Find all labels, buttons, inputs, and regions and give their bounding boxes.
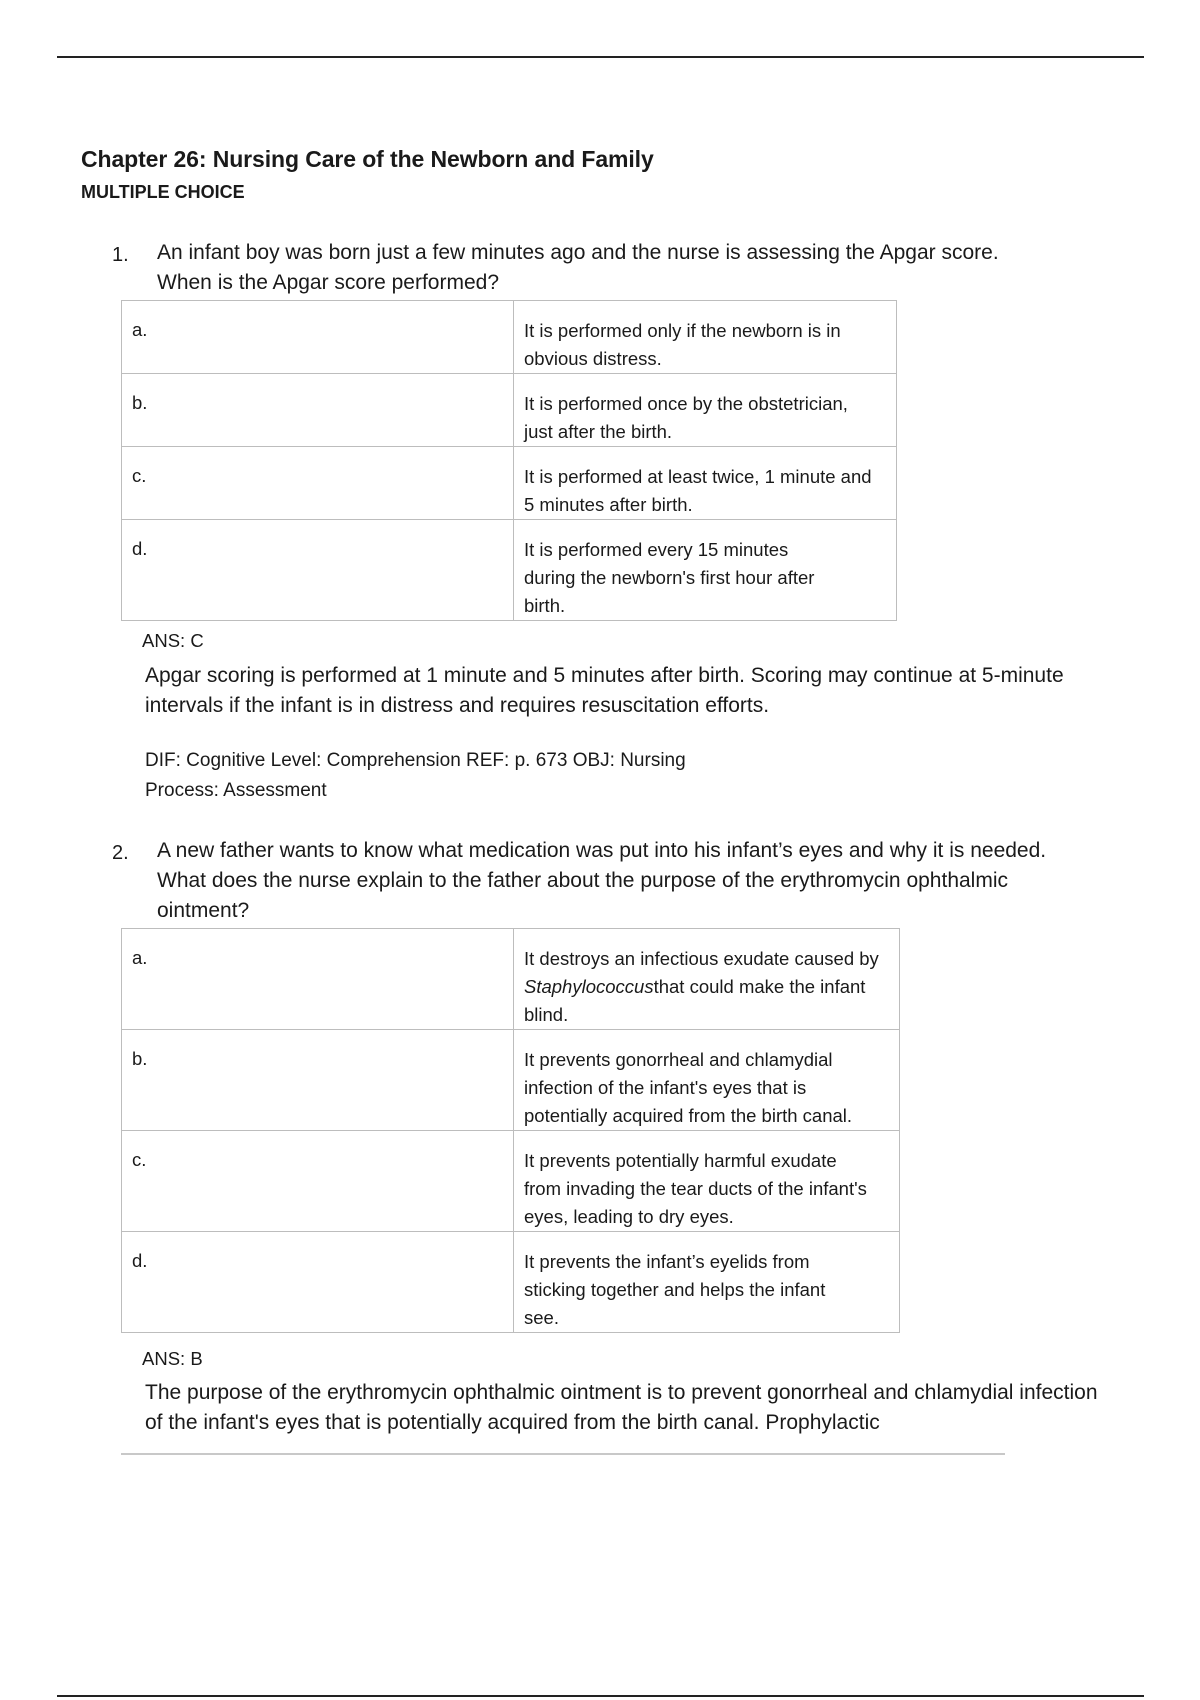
question-1-answer: ANS: C	[142, 630, 204, 651]
choice-text: It is performed at least twice, 1 minute and 5 minutes after birth.	[514, 447, 897, 520]
choice-text: It prevents gonorrheal and chlamydial infection of the infant's eyes that is potentially acquired from the birth canal.	[514, 1030, 900, 1131]
top-rule	[57, 56, 1144, 58]
choice-letter: c.	[122, 1131, 514, 1232]
question-2-number: 2.	[112, 842, 129, 864]
choice-text: It is performed every 15 minutes during the newborn's first hour after birth.	[514, 520, 897, 621]
choice-letter: a.	[122, 929, 514, 1030]
choice-text: It prevents the infant’s eyelids from sticking together and helps the infant see.	[514, 1232, 900, 1333]
choice-row[interactable]	[122, 1232, 900, 1333]
meta-line: DIF: Cognitive Level: Comprehension REF: p. 673 OBJ: Nursing	[145, 750, 686, 771]
question-2-answer: ANS: B	[142, 1348, 203, 1369]
choice-letter: c.	[122, 447, 514, 520]
question-2-rationale: The purpose of the erythromycin ophthalmic ointment is to prevent gonorrheal and chlamydial infection of the infant's eyes that is potentially acquired from the birth canal. Prophylactic	[145, 1381, 1098, 1434]
choice-row[interactable]	[122, 1030, 900, 1131]
question-2-choices	[121, 928, 900, 1333]
question-1-meta	[145, 746, 765, 806]
choice-letter: b.	[122, 1030, 514, 1131]
choice-text: It is performed only if the newborn is in obvious distress.	[514, 301, 897, 374]
choice-text: It is performed once by the obstetrician, just after the birth.	[514, 374, 897, 447]
question-2-stem: A new father wants to know what medication was put into his infant’s eyes and why it is needed. What does the nurse explain to the father about the purpose of the erythromycin ophthalmic ointment?	[157, 839, 1047, 922]
choice-letter: b.	[122, 374, 514, 447]
choice-letter: d.	[122, 1232, 514, 1333]
question-1-stem: An infant boy was born just a few minutes ago and the nurse is assessing the Apgar score. When is the Apgar score performed?	[157, 241, 999, 294]
section-label: MULTIPLE CHOICE	[81, 182, 245, 202]
chapter-title: Chapter 26: Nursing Care of the Newborn and Family	[81, 146, 654, 172]
choice-row[interactable]	[122, 447, 897, 520]
choice-text: It destroys an infectious exudate caused by Staphylococcusthat could make the infant blind.	[514, 929, 900, 1030]
choice-row[interactable]	[122, 520, 897, 621]
question-1-rationale: Apgar scoring is performed at 1 minute and 5 minutes after birth. Scoring may continue at 5-minute intervals if the infant is in distress and requires resuscitation efforts.	[145, 664, 1064, 717]
choice-row[interactable]	[122, 1131, 900, 1232]
choice-row[interactable]	[122, 374, 897, 447]
choice-row[interactable]	[122, 929, 900, 1030]
choice-letter: a.	[122, 301, 514, 374]
question-1-choices	[121, 300, 897, 621]
bottom-rule	[57, 1695, 1144, 1697]
choice-row[interactable]	[122, 301, 897, 374]
page-separator	[121, 1453, 1005, 1455]
question-1-number: 1.	[112, 244, 129, 266]
organism-name: Staphylococcus	[524, 976, 654, 997]
meta-line: Process: Assessment	[145, 780, 327, 801]
choice-text: It prevents potentially harmful exudate from invading the tear ducts of the infant's eyes, leading to dry eyes.	[514, 1131, 900, 1232]
choice-letter: d.	[122, 520, 514, 621]
